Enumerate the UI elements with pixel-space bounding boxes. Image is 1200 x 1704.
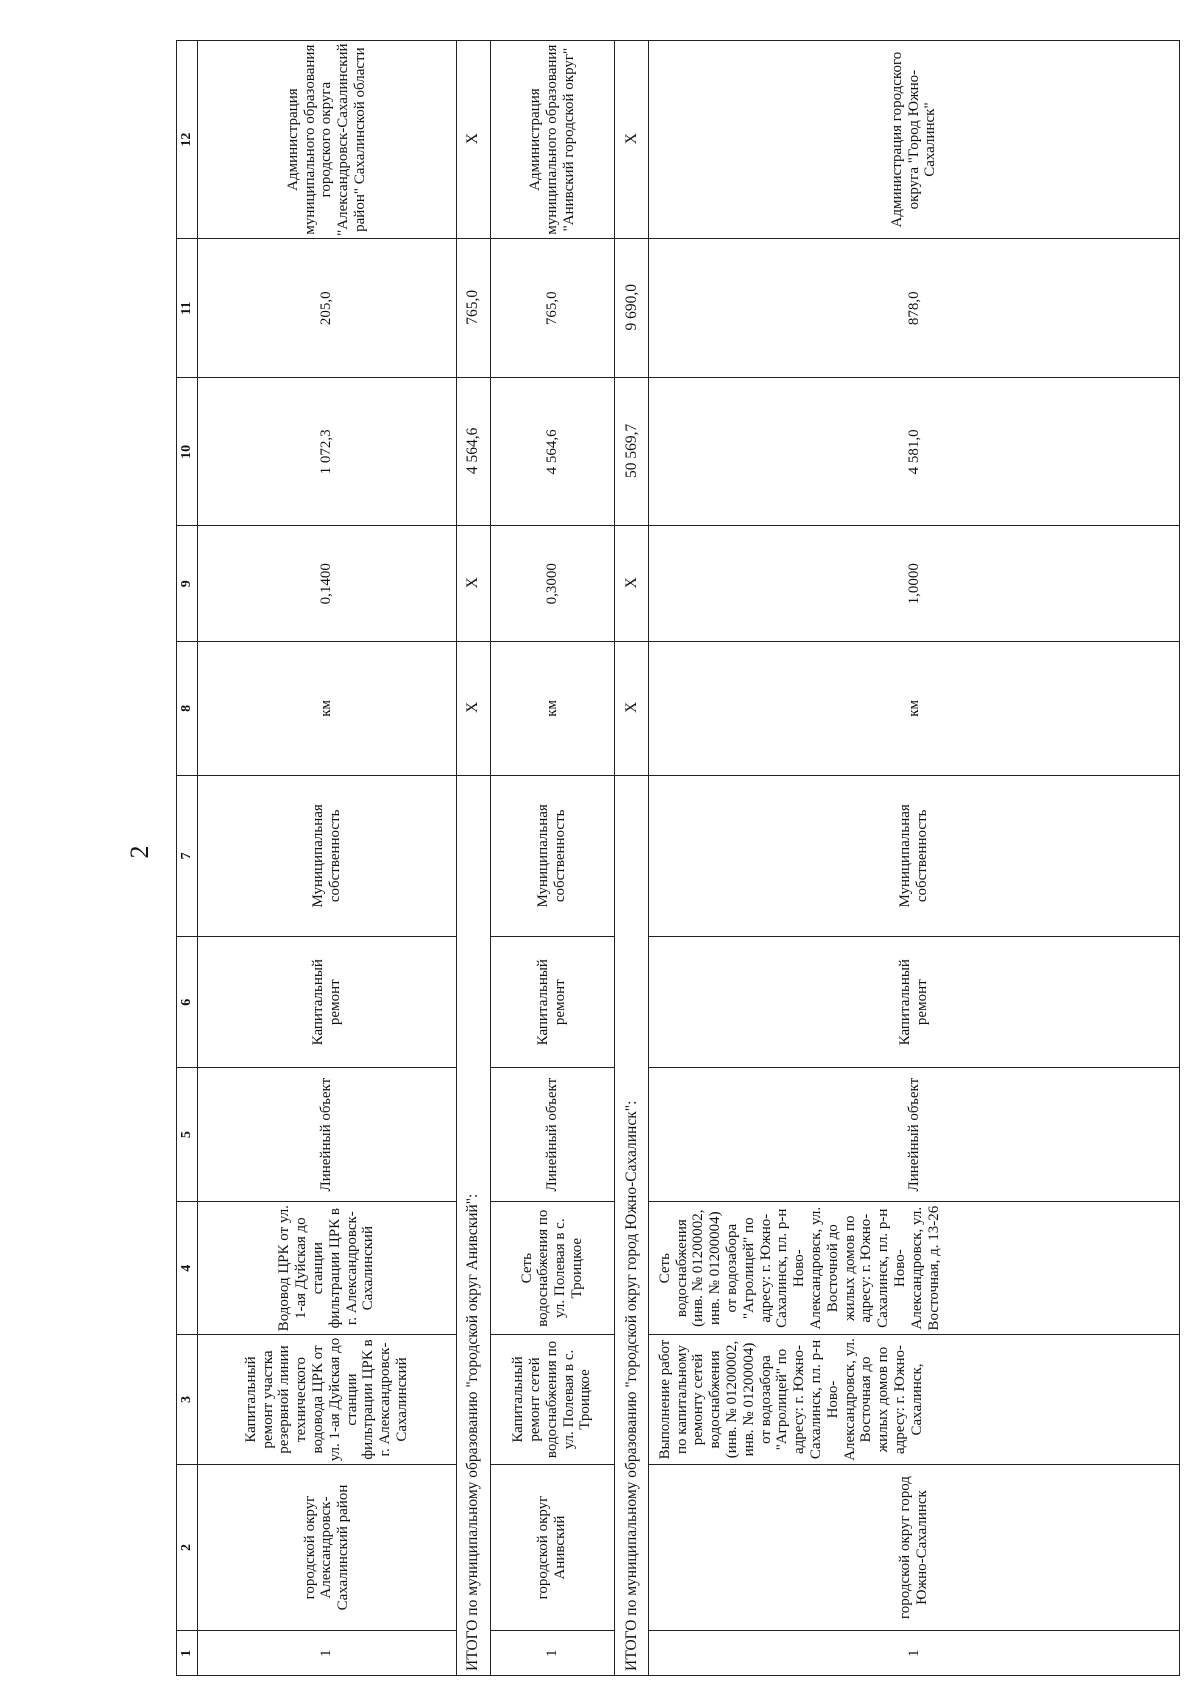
header-cell: 8	[177, 642, 198, 776]
cell-capacity: 1,0000	[648, 526, 1179, 642]
cell-work-name: Капитальный ремонт сетей водоснабжения по ул. Полевая в с. Троицкое	[490, 1335, 614, 1464]
cell-ownership: Муниципальная собственность	[490, 775, 614, 936]
cell-unit: км	[490, 642, 614, 776]
cell-object-name: Сеть водоснабжения (инв. № 01200002, инв. № 01200004) от водозабора "Агролицей" по адресу: г. Южно-Сахалинск, пл. р-н Ново-Александровск, ул. Восточной до жилых домов по адресу: г. Южно-Сахалинск, пл. р-н Ново-Александровск, ул. Восточная, д. 13-26	[648, 1201, 1179, 1335]
cell-capacity: Х	[456, 526, 490, 642]
cell-capacity: 0,3000	[490, 526, 614, 642]
cell-object-type: Линейный объект	[648, 1068, 1179, 1202]
header-row	[177, 41, 198, 1676]
table-row	[648, 41, 1179, 1676]
cell-administrator: Администрация муниципального образования городского округа "Александровск-Сахалинский район" Сахалинской области	[198, 41, 457, 239]
cell-amount-local: 205,0	[198, 239, 457, 378]
total-label: ИТОГО по муниципальному образованию "городской округ Анивский":	[456, 775, 490, 1675]
header-cell: 12	[177, 41, 198, 239]
header-cell: 4	[177, 1201, 198, 1335]
cell-index: 1	[490, 1631, 614, 1676]
cell-municipality: городской округ город Южно-Сахалинск	[648, 1464, 1179, 1631]
table-row	[490, 41, 614, 1676]
header-cell: 1	[177, 1631, 198, 1676]
header-cell: 5	[177, 1068, 198, 1202]
cell-administrator: Х	[614, 41, 648, 239]
header-cell: 7	[177, 775, 198, 936]
cell-object-type: Линейный объект	[198, 1068, 457, 1202]
cell-amount-total: 4 581,0	[648, 378, 1179, 526]
cell-capacity: 0,1400	[198, 526, 457, 642]
cell-ownership: Муниципальная собственность	[198, 775, 457, 936]
cell-index: 1	[198, 1631, 457, 1676]
cell-unit: км	[198, 642, 457, 776]
cell-work-name: Капитальный ремонт участка резервной линии технического водовода ЦРК от ул. 1-ая Дуйская до станции фильтрации ЦРК в г. Александровск-Сахалинский	[198, 1335, 457, 1464]
header-cell: 11	[177, 239, 198, 378]
cell-unit: Х	[456, 642, 490, 776]
cell-amount-local: 878,0	[648, 239, 1179, 378]
cell-ownership: Муниципальная собственность	[648, 775, 1179, 936]
cell-amount-local: 9 690,0	[614, 239, 648, 378]
cell-administrator: Администрация муниципального образования "Анивский городской округ"	[490, 41, 614, 239]
cell-unit: км	[648, 642, 1179, 776]
cell-object-name: Сеть водоснабжения по ул. Полевая в с. Троицкое	[490, 1201, 614, 1335]
cell-amount-total: 4 564,6	[456, 378, 490, 526]
header-cell: 6	[177, 937, 198, 1068]
header-cell: 2	[177, 1464, 198, 1631]
cell-unit: Х	[614, 642, 648, 776]
total-label: ИТОГО по муниципальному образованию "городской округ город Южно-Сахалинск":	[614, 775, 648, 1675]
cell-object-name: Водовод ЦРК от ул. 1-ая Дуйская до станции фильтрации ЦРК в г. Александровск-Сахалинский	[198, 1201, 457, 1335]
cell-capacity: Х	[614, 526, 648, 642]
cell-municipality: городской округ Анивский	[490, 1464, 614, 1631]
table-row	[198, 41, 457, 1676]
cell-index: 1	[648, 1631, 1179, 1676]
cell-work-type: Капитальный ремонт	[198, 937, 457, 1068]
cell-amount-local: 765,0	[456, 239, 490, 378]
cell-work-name: Выполнение работ по капитальному ремонту сетей водоснабжения (инв. № 01200002, инв. № 01200004) от водозабора "Агролицей" по адресу: г. Южно-Сахалинск, пл. р-н Ново-Александровск, ул. Восточная до жилых домов по адресу: г. Южно-Сахалинск,	[648, 1335, 1179, 1464]
cell-work-type: Капитальный ремонт	[648, 937, 1179, 1068]
cell-administrator: Х	[456, 41, 490, 239]
investment-table	[176, 40, 1180, 1676]
total-row	[456, 41, 490, 1676]
page-number: 2	[125, 845, 154, 859]
cell-amount-total: 1 072,3	[198, 378, 457, 526]
total-row	[614, 41, 648, 1676]
header-cell: 3	[177, 1335, 198, 1464]
cell-amount-local: 765,0	[490, 239, 614, 378]
header-cell: 10	[177, 378, 198, 526]
cell-municipality: городской округ Александровск-Сахалинский район	[198, 1464, 457, 1631]
rotated-table-container	[176, 40, 1180, 1676]
cell-amount-total: 50 569,7	[614, 378, 648, 526]
cell-administrator: Администрация городского округа "Город Южно-Сахалинск"	[648, 41, 1179, 239]
cell-object-type: Линейный объект	[490, 1068, 614, 1202]
cell-work-type: Капитальный ремонт	[490, 937, 614, 1068]
header-cell: 9	[177, 526, 198, 642]
cell-amount-total: 4 564,6	[490, 378, 614, 526]
